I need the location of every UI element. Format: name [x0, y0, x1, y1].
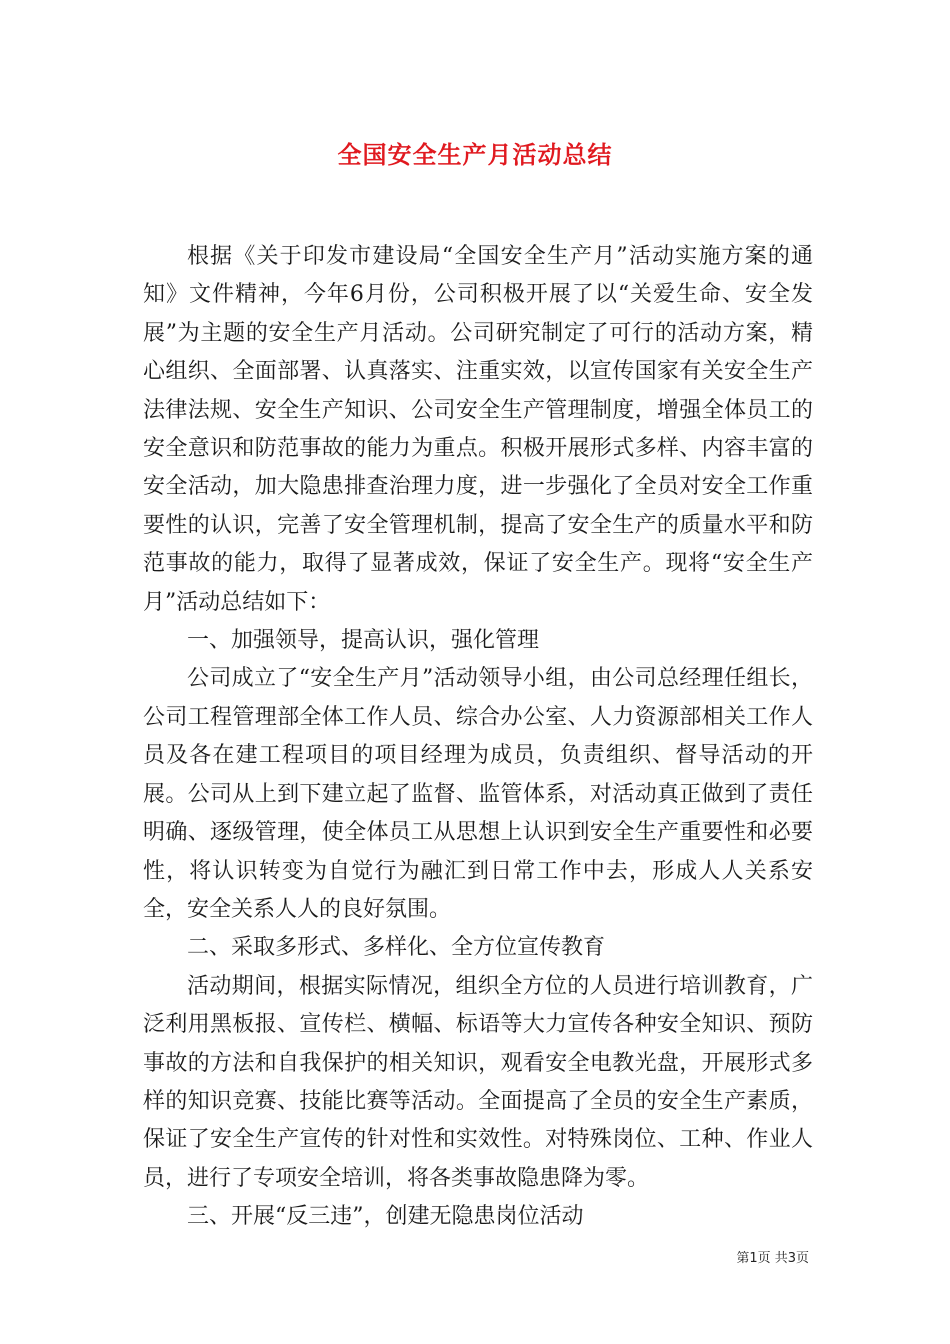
section-heading-3: 三、开展“反三违”，创建无隐患岗位活动 [187, 1204, 584, 1230]
paragraph-intro: 根据《关于印发市建设局“全国安全生产月”活动实施方案的通知》文件精神，今年6月份，公司积极开展了以“关爱生命、安全发展”为主题的安全生产月活动。公司研究制定了可行的活动方案，精心组织、全面部署、认真落实、注重实效，以宣传国家有关安全生产法律法规、安全生产知识、公司安全生产管理制度，增强全体员工的安全意识和防范事故的能力为重点。积极开展形式多样、内容丰富的安全活动，加大隐患排查治理力度，进一步强化了全员对安全工作重要性的认识，完善了安全管理机制，提高了安全生产的质量水平和防范事故的能力，取得了显著成效，保证了安全生产。现将“安全生产月”活动总结如下： [143, 244, 813, 615]
paragraph-section-2: 活动期间，根据实际情况，组织全方位的人员进行培训教育，广泛利用黑板报、宣传栏、横幅、标语等大力宣传各种安全知识、预防事故的方法和自我保护的相关知识，观看安全电教光盘，开展形式多样的知识竞赛、技能比赛等活动。全面提高了全员的安全生产素质，保证了安全生产宣传的针对性和实效性。对特殊岗位、工种、作业人员，进行了专项安全培训，将各类事故隐患降为零。 [143, 973, 813, 1191]
paragraph-section-1: 公司成立了“安全生产月”活动领导小组，由公司总经理任组长，公司工程管理部全体工作人员、综合办公室、人力资源部相关工作人员及各在建工程项目的项目经理为成员，负责组织、督导活动的开展。公司从上到下建立起了监督、监管体系，对活动真正做到了责任明确、逐级管理，使全体员工从思想上认识到安全生产重要性和必要性，将认识转变为自觉行为融汇到日常工作中去，形成人人关系安全，安全关系人人的良好氛围。 [143, 666, 813, 922]
document-title: 全国安全生产月活动总结 [337, 141, 613, 169]
section-heading-1: 一、加强领导，提高认识，强化管理 [187, 628, 540, 654]
page-number-footer: 第1页 共3页 [736, 1251, 809, 1266]
document-body [143, 238, 813, 1237]
section-heading-2: 二、采取多形式、多样化、全方位宣传教育 [187, 935, 606, 961]
